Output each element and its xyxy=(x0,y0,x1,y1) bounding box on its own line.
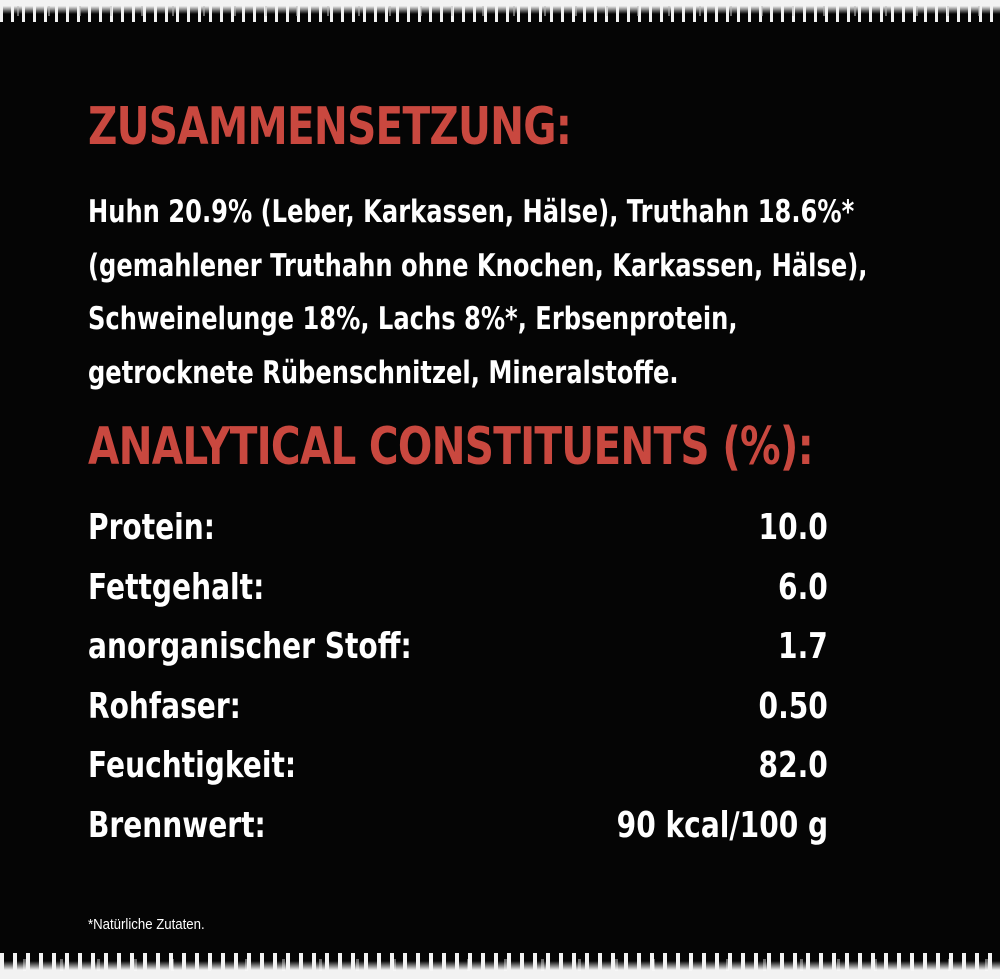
ingredients-line: (gemahlener Truthahn ohne Knochen, Karkassen, Hälse), xyxy=(88,247,868,284)
table-row xyxy=(88,566,828,626)
ingredients-line: Schweinelunge 18%, Lachs 8%*, Erbsenprotein, xyxy=(88,301,738,337)
table-row xyxy=(88,804,828,864)
row-value: 0.50 xyxy=(758,685,828,727)
analytical-constituents-heading: ANALYTICAL CONSTITUENTS (%): xyxy=(88,417,814,477)
table-row xyxy=(88,506,828,566)
row-label: Fettgehalt: xyxy=(88,566,265,608)
ingredients-text xyxy=(88,186,915,400)
row-label: Protein: xyxy=(88,507,216,548)
row-label: Brennwert: xyxy=(88,804,266,846)
row-label: Feuchtigkeit: xyxy=(88,745,297,786)
row-label: anorganischer Stoff: xyxy=(88,626,412,667)
grunge-top-texture xyxy=(0,6,1000,16)
row-value: 1.7 xyxy=(778,626,828,667)
row-label: Rohfaser: xyxy=(88,685,241,727)
grunge-bottom-edge xyxy=(0,953,1000,979)
ingredients-line: getrocknete Rübenschnitzel, Mineralstoffe. xyxy=(88,354,679,391)
ingredients-line: Huhn 20.9% (Leber, Karkassen, Hälse), Truthahn 18.6%* xyxy=(88,194,855,230)
footnote: *Natürliche Zutaten. xyxy=(88,916,205,933)
analytical-constituents-table xyxy=(88,506,828,863)
row-value: 82.0 xyxy=(758,745,828,786)
composition-heading: ZUSAMMENSETZUNG: xyxy=(88,97,572,157)
row-value: 10.0 xyxy=(758,507,828,548)
table-row xyxy=(88,685,828,745)
table-row xyxy=(88,625,828,685)
table-row xyxy=(88,744,828,804)
row-value: 90 kcal/100 g xyxy=(616,804,828,846)
row-value: 6.0 xyxy=(778,566,828,608)
